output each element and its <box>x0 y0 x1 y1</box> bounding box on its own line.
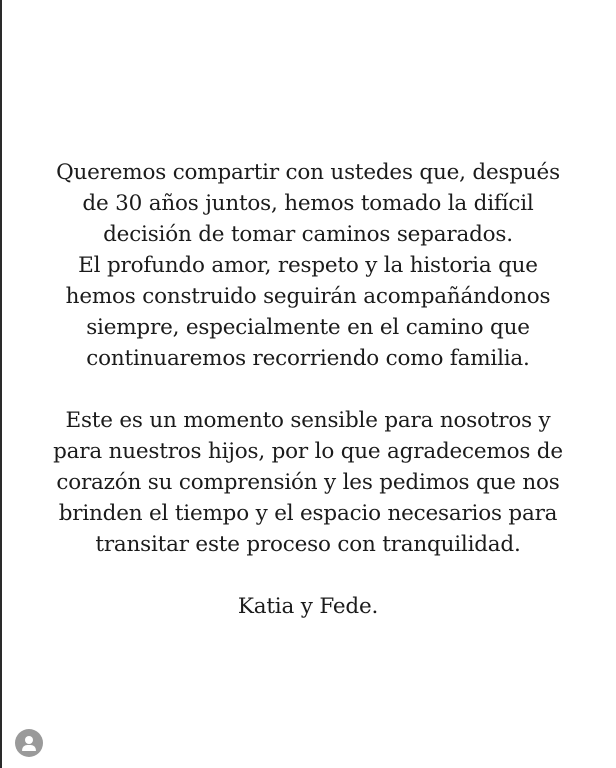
left-edge-border <box>0 0 2 768</box>
user-silhouette-icon[interactable] <box>15 729 43 757</box>
statement-line: Queremos compartir con ustedes que, después <box>56 160 560 185</box>
statement-line: transitar este proceso con tranquilidad. <box>95 532 521 557</box>
statement-line: de 30 años juntos, hemos tomado la difícil <box>82 191 534 216</box>
statement-line: para nuestros hijos, por lo que agradecemos de <box>53 439 563 464</box>
statement-line: hemos construido seguirán acompañándonos <box>65 284 551 309</box>
statement-paragraph-1 <box>20 157 596 374</box>
statement-line: continuaremos recorriendo como familia. <box>86 346 530 371</box>
paragraph-spacer <box>20 560 596 591</box>
avatar-shoulders <box>22 745 36 751</box>
signature-text: Katia y Fede. <box>237 594 379 619</box>
statement-line: siempre, especialmente en el camino que <box>86 315 530 340</box>
statement-line: decisión de tomar caminos separados. <box>103 222 513 247</box>
statement-line: corazón su comprensión y les pedimos que nos <box>56 470 560 495</box>
statement-text <box>20 157 596 622</box>
paragraph-spacer <box>20 374 596 405</box>
statement-line: brinden el tiempo y el espacio necesarios para <box>58 501 558 526</box>
statement-line: Este es un momento sensible para nosotros y <box>65 408 551 433</box>
statement-paragraph-2 <box>20 405 596 560</box>
avatar-head <box>25 736 33 744</box>
statement-line: El profundo amor, respeto y la historia que <box>78 253 538 278</box>
